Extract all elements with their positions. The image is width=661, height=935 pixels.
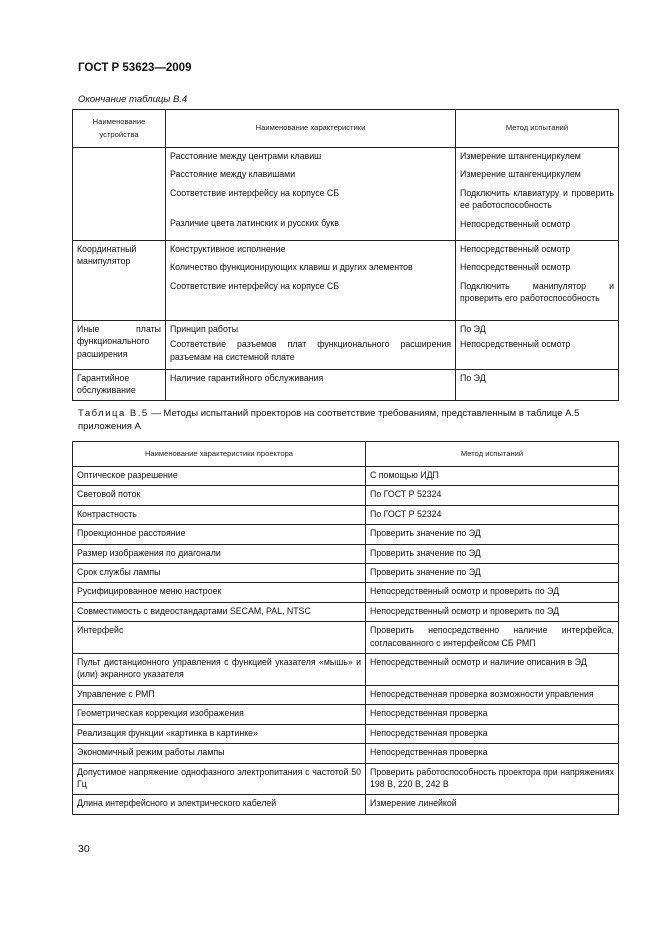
characteristic-cell: Контрастность (73, 505, 366, 524)
characteristic-cell: Наличие гарантийного обслуживания (166, 370, 456, 401)
table2-caption-label: Таблица В.5 (78, 408, 149, 419)
table-row (73, 622, 619, 654)
method-cell (456, 241, 619, 321)
method-cell: Проверить значение по ЭД (366, 564, 619, 583)
characteristic-cell: Длина интерфейсного и электрического кабелей (73, 795, 366, 814)
method-cell: Проверить работоспособность проектора при напряжениях 198 В, 220 В, 242 В (366, 763, 619, 795)
characteristic-cell: Пульт дистанционного управления с функцией указателя «мышь» и (или) экранного указателя (73, 654, 366, 686)
method-cell: Непосредственная проверка (366, 705, 619, 724)
characteristic-cell: Экономичный режим работы лампы (73, 744, 366, 763)
table-row (73, 795, 619, 814)
method-cell: По ЭД (456, 370, 619, 401)
device-cell (73, 148, 166, 241)
method-item: По ЭД (460, 324, 486, 334)
method-cell (456, 148, 619, 241)
characteristic-item: Соответствие интерфейсу на корпусе СБ (170, 280, 340, 291)
method-item: Подключить клавиатуру и проверить ее работоспособность (460, 187, 614, 211)
method-cell: Проверить значение по ЭД (366, 544, 619, 563)
characteristic-cell: Управление с РМП (73, 685, 366, 704)
method-item: Измерение штангенциркулем (460, 169, 581, 180)
characteristic-item: Конструктивное исполнение (170, 244, 286, 254)
document-standard-header: ГОСТ Р 53623—2009 (78, 62, 192, 74)
method-cell: По ГОСТ Р 52324 (366, 505, 619, 524)
table2-header-method: Метод испытаний (366, 442, 619, 467)
method-item: Непосредственный осмотр (460, 218, 571, 229)
characteristic-item: Расстояние между центрами клавиш (170, 151, 322, 161)
method-cell: По ГОСТ Р 52324 (366, 486, 619, 505)
characteristic-cell: Совместимость с видеостандартами SECAM, PAL, NTSC (73, 602, 366, 621)
characteristic-cell: Допустимое напряжение однофазного электропитания с частотой 50 Гц (73, 763, 366, 795)
method-item: Непосредственный осмотр (460, 339, 571, 350)
characteristic-item: Принцип работы (170, 324, 239, 334)
table1-group-keyboard (73, 148, 619, 241)
characteristic-item: Соответствие интерфейсу на корпусе СБ (170, 187, 340, 198)
device-cell: Иные платы функционального расширения (73, 321, 166, 370)
table-row (73, 724, 619, 743)
table-row (73, 564, 619, 583)
table-row (73, 505, 619, 524)
characteristic-cell: Реализация функции «картинка в картинке» (73, 724, 366, 743)
characteristic-cell: Срок службы лампы (73, 564, 366, 583)
table-b5-projectors (72, 441, 619, 815)
table-row (73, 654, 619, 686)
method-cell: Непосредственный осмотр и проверить по ЭД (366, 583, 619, 602)
characteristic-cell (166, 241, 456, 321)
method-cell: Проверить значение по ЭД (366, 525, 619, 544)
method-cell: Проверить непосредственно наличие интерфейса, согласованного с интерфейсом СБ РМП (366, 622, 619, 654)
table-row (73, 583, 619, 602)
table-b4-end (72, 109, 619, 401)
characteristic-cell: Геометрическая коррекция изображения (73, 705, 366, 724)
characteristic-cell (166, 148, 456, 241)
characteristic-item: Соответствие разъемов плат функционального расширения разъемам на системной плате (170, 339, 451, 362)
table2-caption-text: — Методы испытаний проекторов на соответствие требованиям, представленным в таблице А.5 приложения А (78, 408, 580, 432)
table1-group-warranty (73, 370, 619, 401)
characteristic-item: Различие цвета латинских и русских букв (170, 218, 339, 229)
table-row (73, 467, 619, 486)
table2-header-characteristic: Наименование характеристики проектора (73, 442, 366, 467)
method-item: Непосредственный осмотр (460, 262, 571, 273)
method-cell: Непосредственный осмотр и наличие описания в ЭД (366, 654, 619, 686)
characteristic-item: Количество функционирующих клавиш и других элементов (170, 262, 413, 273)
characteristic-cell: Размер изображения по диагонали (73, 544, 366, 563)
method-cell: Непосредственная проверка (366, 744, 619, 763)
table1-group-expansion-boards (73, 321, 619, 370)
table1-group-manipulator (73, 241, 619, 321)
method-cell: Непосредственный осмотр и проверить по ЭД (366, 602, 619, 621)
table-row (73, 486, 619, 505)
method-item: Измерение штангенциркулем (460, 151, 581, 161)
device-cell: Гарантийное обслуживание (73, 370, 166, 401)
method-cell: Непосредственная проверка (366, 724, 619, 743)
table-row (73, 602, 619, 621)
device-cell: Координатный манипулятор (73, 241, 166, 321)
table1-caption: Окончание таблицы В.4 (78, 94, 188, 105)
characteristic-cell: Проекционное расстояние (73, 525, 366, 544)
method-item: Подключить манипулятор и проверить его работоспособность (460, 280, 614, 304)
table1-header-method: Метод испытаний (456, 110, 619, 148)
table1-header-row (73, 110, 619, 148)
characteristic-cell (166, 321, 456, 370)
method-cell (456, 321, 619, 370)
characteristic-item: Расстояние между клавишами (170, 169, 296, 180)
method-item: Непосредственный осмотр (460, 244, 571, 254)
page-number: 30 (78, 843, 90, 855)
characteristic-cell: Оптическое разрешение (73, 467, 366, 486)
table1-header-device: Наименование устройства (73, 110, 166, 148)
table2-header-row (73, 442, 619, 467)
characteristic-cell: Световой поток (73, 486, 366, 505)
table-row (73, 544, 619, 563)
method-cell: Непосредственная проверка возможности управления (366, 685, 619, 704)
table-row (73, 685, 619, 704)
table-row (73, 744, 619, 763)
method-cell: С помощью ИДП (366, 467, 619, 486)
table-row (73, 705, 619, 724)
table-row (73, 763, 619, 795)
table1-header-characteristic: Наименование характеристики (166, 110, 456, 148)
characteristic-cell: Русифицированное меню настроек (73, 583, 366, 602)
table2-body (73, 467, 619, 815)
method-cell: Измерение линейкой (366, 795, 619, 814)
characteristic-cell: Интерфейс (73, 622, 366, 654)
table-row (73, 525, 619, 544)
table2-caption (78, 408, 618, 433)
